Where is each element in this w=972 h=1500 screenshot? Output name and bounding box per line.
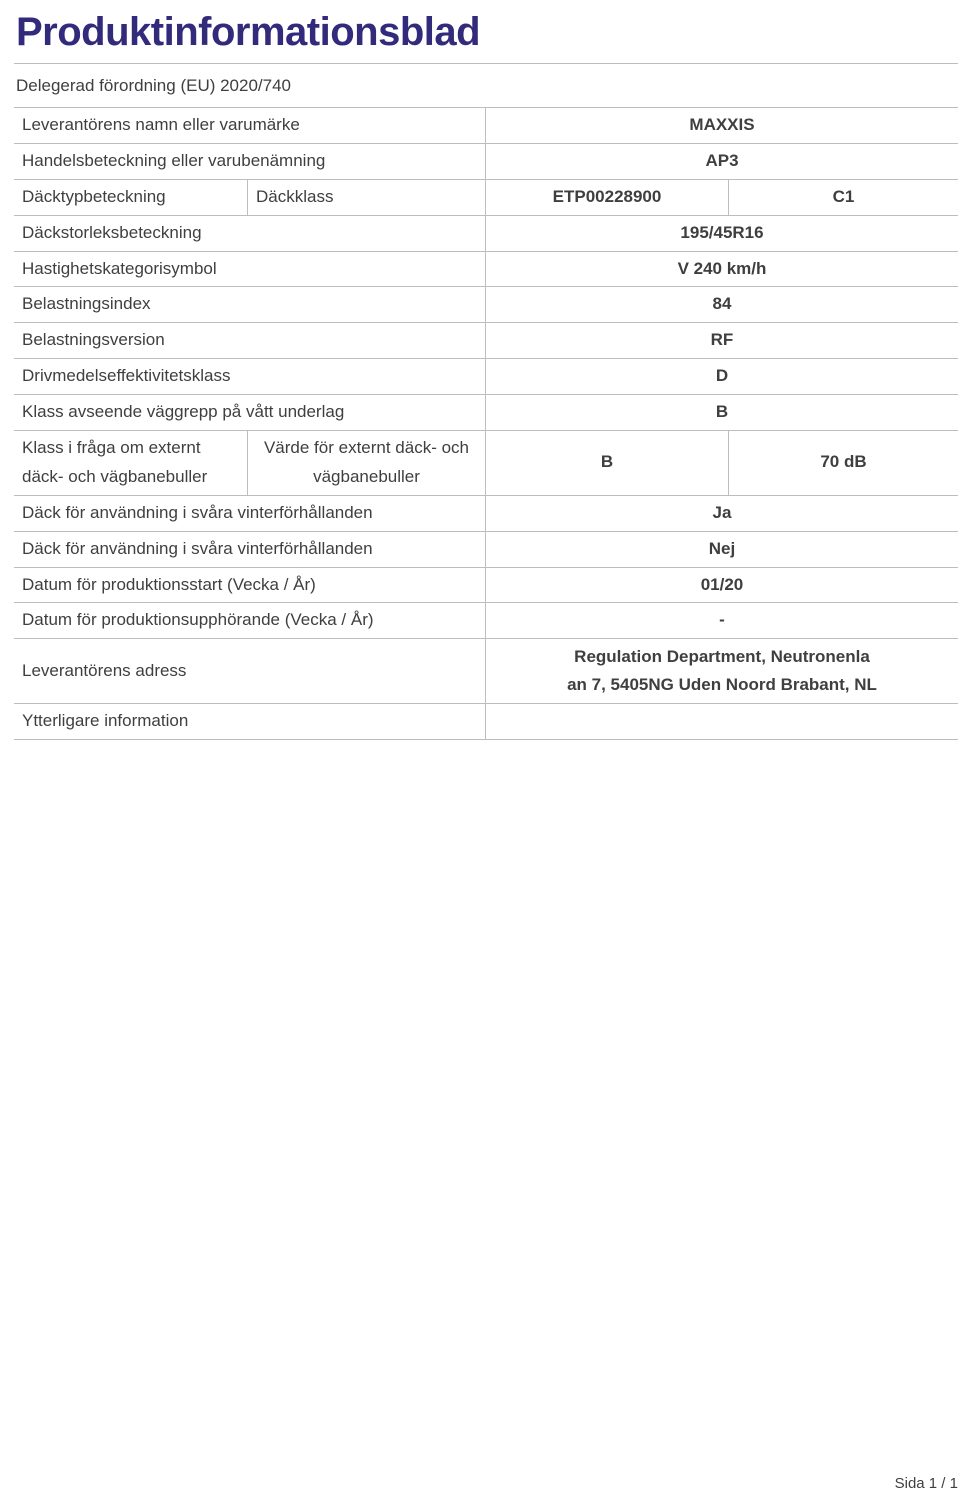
load-index-label: Belastningsindex [22, 294, 151, 314]
severe-snow-label: Däck för användning i svåra vinterförhållanden [22, 502, 373, 522]
row-speed-category [14, 252, 958, 288]
size-designation-label: Däckstorleksbeteckning [22, 222, 202, 242]
size-designation-value: 195/45R16 [485, 216, 958, 251]
external-noise-value-label: Värde för externt däck- och vägbanebuller [247, 431, 485, 495]
external-noise-class-value: B [485, 431, 728, 495]
row-external-noise [14, 431, 958, 496]
supplier-address-line2: an 7, 5405NG Uden Noord Brabant, NL [567, 675, 877, 695]
trade-name-value: AP3 [485, 144, 958, 179]
tyre-type-label: Däcktypbeteckning [22, 186, 166, 206]
row-wet-grip [14, 395, 958, 431]
production-end-label: Datum för produktionsupphörande (Vecka / År) [22, 610, 374, 630]
row-tyre-type [14, 180, 958, 216]
severe-snow-value: Ja [485, 496, 958, 531]
production-start-value: 01/20 [485, 568, 958, 603]
page-title: Produktinformationsblad [16, 10, 481, 54]
external-noise-db-value: 70 dB [728, 431, 958, 495]
tyre-class-value: C1 [728, 180, 958, 215]
load-version-value: RF [485, 323, 958, 358]
severe-ice-value: Nej [485, 532, 958, 567]
fuel-efficiency-label: Drivmedelseffektivitetsklass [22, 366, 231, 386]
speed-category-value: V 240 km/h [485, 252, 958, 287]
supplier-address-line1: Regulation Department, Neutronenla [574, 647, 870, 667]
additional-info-label: Ytterligare information [22, 711, 189, 731]
wet-grip-value: B [485, 395, 958, 430]
row-load-version [14, 323, 958, 359]
row-trade-name [14, 144, 958, 180]
row-fuel-efficiency [14, 359, 958, 395]
row-production-start [14, 568, 958, 604]
regulation-subtitle: Delegerad förordning (EU) 2020/740 [16, 75, 292, 95]
supplier-address-lines [494, 643, 950, 699]
load-version-label: Belastningsversion [22, 330, 165, 350]
supplier-address-label: Leverantörens adress [22, 660, 187, 680]
supplier-address-value [485, 639, 958, 703]
row-supplier-name [14, 108, 958, 144]
row-production-end [14, 603, 958, 639]
production-end-value: - [485, 603, 958, 638]
row-load-index [14, 287, 958, 323]
row-supplier-address [14, 639, 958, 704]
row-additional-info [14, 704, 958, 740]
regulation-subtitle-row [14, 63, 958, 108]
row-size-designation [14, 216, 958, 252]
supplier-name-label: Leverantörens namn eller varumärke [22, 115, 300, 134]
tyre-class-label: Däckklass [247, 180, 485, 215]
page-footer: Sida 1 / 1 [894, 1475, 958, 1492]
wet-grip-label: Klass avseende väggrepp på vått underlag [22, 402, 345, 422]
trade-name-label: Handelsbeteckning eller varubenämning [22, 150, 326, 170]
sheet-content [14, 0, 958, 740]
severe-ice-label: Däck för användning i svåra vinterförhållanden [22, 538, 373, 558]
speed-category-label: Hastighetskategorisymbol [22, 258, 217, 278]
additional-info-value [485, 704, 958, 739]
production-start-label: Datum för produktionsstart (Vecka / År) [22, 574, 316, 594]
supplier-name-value: MAXXIS [485, 108, 958, 143]
load-index-value: 84 [485, 287, 958, 322]
external-noise-label: Klass i fråga om externt däck- och vägbanebuller [22, 438, 208, 486]
fuel-efficiency-value: D [485, 359, 958, 394]
row-severe-ice [14, 532, 958, 568]
tyre-type-value: ETP00228900 [485, 180, 728, 215]
row-severe-snow [14, 496, 958, 532]
